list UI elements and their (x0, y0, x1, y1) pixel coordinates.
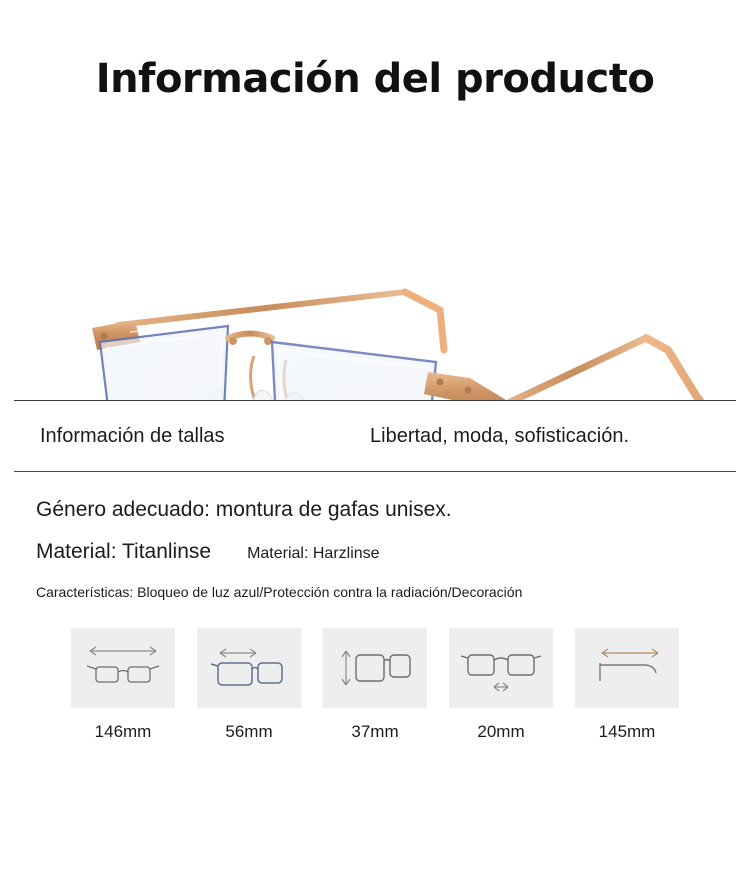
measurement-item (449, 628, 553, 742)
measurement-value: 146mm (94, 722, 152, 741)
product-hero-image (0, 110, 750, 400)
spec-materials (36, 540, 714, 564)
specs-block (0, 472, 750, 600)
size-info-label: Información de tallas (40, 424, 225, 447)
spec-material-frame: Material: Titanlinse (36, 540, 212, 563)
lens-width-icon (197, 628, 301, 708)
measurement-item (197, 628, 301, 742)
spec-features: Características: Bloqueo de luz azul/Protección contra la radiación/Decoración (36, 584, 523, 600)
measurement-value: 37mm (351, 722, 399, 741)
measurement-item (71, 628, 175, 742)
frame-total-width-icon (71, 628, 175, 708)
measurement-value: 56mm (225, 722, 273, 741)
measurement-item (323, 628, 427, 742)
measurement-value: 145mm (598, 722, 656, 741)
spec-gender: Género adecuado: montura de gafas unisex. (36, 498, 452, 521)
measurement-item (575, 628, 679, 742)
size-info-header (0, 401, 750, 471)
tagline-label: Libertad, moda, sofisticación. (370, 424, 630, 447)
lens-height-icon (323, 628, 427, 708)
measurement-list (0, 606, 750, 742)
spec-material-lens: Material: Harzlinse (247, 545, 380, 562)
bridge-width-icon (449, 628, 553, 708)
page-title: Información del producto (95, 56, 655, 102)
glasses-illustration (0, 110, 750, 400)
temple-length-icon (575, 628, 679, 708)
measurement-value: 20mm (477, 722, 525, 741)
